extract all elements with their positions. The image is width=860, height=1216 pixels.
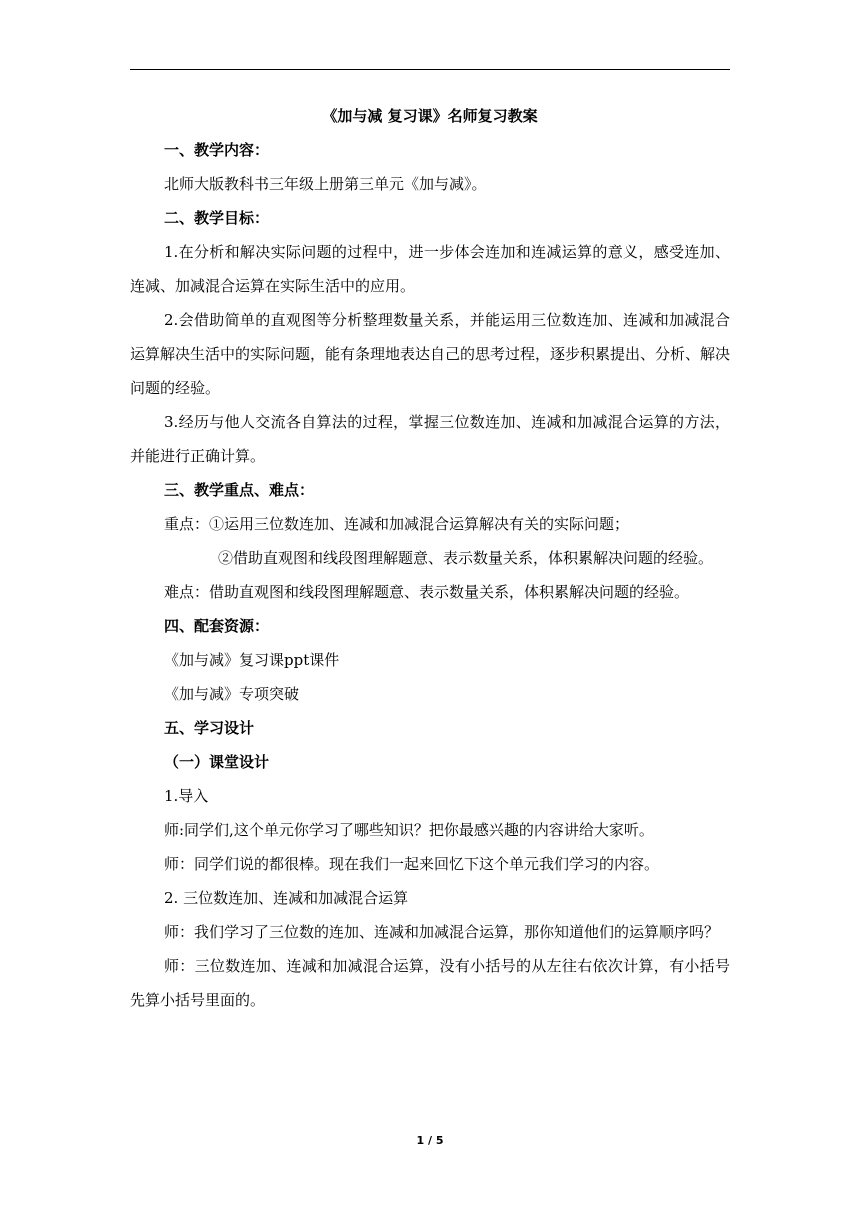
dialogue-line: 师:同学们,这个单元你学习了哪些知识？把你最感兴趣的内容讲给大家听。 bbox=[164, 821, 654, 839]
objective-item: 1.在分析和解决实际问题的过程中，进一步体会连加和连减运算的意义，感受连加、连减、加减混合运算在实际生活中的应用。 bbox=[130, 243, 730, 295]
section-heading-content: 一、教学内容： bbox=[164, 141, 270, 159]
page-number: 1 / 5 bbox=[416, 1134, 444, 1147]
document-body bbox=[130, 99, 730, 1017]
resource-item: 《加与减》专项突破 bbox=[164, 685, 300, 703]
header-rule bbox=[130, 69, 730, 70]
section-heading-resources: 四、配套资源： bbox=[164, 617, 270, 635]
subsection-heading: （一）课堂设计 bbox=[164, 753, 270, 771]
step-label: 1.导入 bbox=[164, 787, 209, 805]
objective-item: 2.会借助简单的直观图等分析整理数量关系，并能运用三位数连加、连减和加减混合运算解决生活中的实际问题，能有条理地表达自己的思考过程，逐步积累提出、分析、解决问题的经验。 bbox=[130, 311, 731, 397]
objective-item: 3.经历与他人交流各自算法的过程，掌握三位数连加、连减和加减混合运算的方法，并能进行正确计算。 bbox=[130, 413, 730, 465]
resource-item: 《加与减》复习课ppt课件 bbox=[164, 651, 340, 669]
paragraph: 北师大版教科书三年级上册第三单元《加与减》。 bbox=[164, 175, 487, 193]
section-heading-objectives: 二、教学目标： bbox=[164, 209, 270, 227]
section-heading-design: 五、学习设计 bbox=[164, 719, 255, 737]
difficulty-point: 难点：借助直观图和线段图理解题意、表示数量关系，体积累解决问题的经验。 bbox=[164, 583, 690, 601]
section-heading-key-points: 三、教学重点、难点： bbox=[164, 481, 315, 499]
dialogue-line: 师：同学们说的都很棒。现在我们一起来回忆下这个单元我们学习的内容。 bbox=[164, 855, 660, 873]
dialogue-line: 师：我们学习了三位数的连加、连减和加减混合运算，那你知道他们的运算顺序吗？ bbox=[164, 923, 720, 941]
key-point: 重点：①运用三位数连加、连减和加减混合运算解决有关的实际问题； bbox=[164, 515, 630, 533]
key-point: ②借助直观图和线段图理解题意、表示数量关系，体积累解决问题的经验。 bbox=[218, 549, 714, 567]
dialogue-line: 师：三位数连加、连减和加减混合运算，没有小括号的从左往右依次计算，有小括号先算小括号里面的。 bbox=[130, 957, 730, 1009]
document-title: 《加与减 复习课》名师复习教案 bbox=[322, 107, 538, 125]
step-label: 2. 三位数连加、连减和加减混合运算 bbox=[164, 889, 409, 907]
